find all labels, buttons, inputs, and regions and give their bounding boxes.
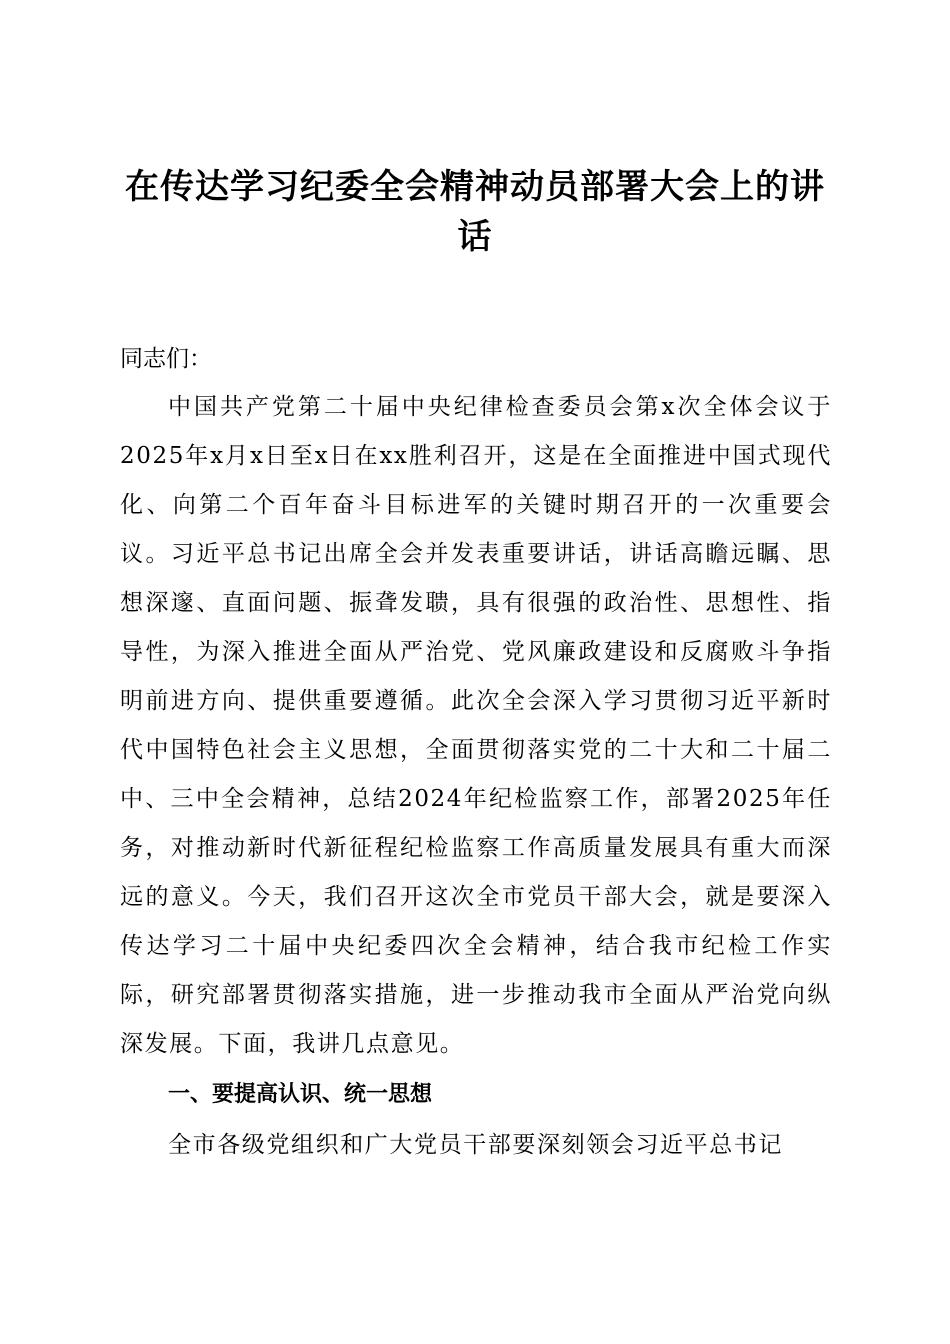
salutation: 同志们： <box>120 346 212 372</box>
document-title: 在传达学习纪委全会精神动员部署大会上的讲话 <box>125 167 825 257</box>
paragraph-section-1: 全市各级党组织和广大党员干部要深刻领会习近平总书记 <box>168 1132 783 1158</box>
paragraph-intro: 中国共产党第二十届中央纪律检查委员会第x次全体会议于2025年x月x日至x日在xx胜利召开，这是在全面推进中国式现代化、向第二个百年奋斗目标进军的关键时期召开的一次重要会议。习近平总书记出席全会并发表重要讲话，讲话高瞻远瞩、思想深邃、直面问题、振聋发聩，具有很强的政治性、思想性、指导性，为深入推进全面从严治党、党风廉政建设和反腐败斗争指明前进方向、提供重要遵循。此次全会深入学习贯彻习近平新时代中国特色社会主义思想，全面贯彻落实党的二十大和二十届二中、三中全会精神，总结2024年纪检监察工作，部署2025年任务，对推动新时代新征程纪检监察工作高质量发展具有重大而深远的意义。今天，我们召开这次全市党员干部大会，就是要深入传达学习二十届中央纪委四次全会精神，结合我市纪检工作实际，研究部署贯彻落实措施，进一步推动我市全面从严治党向纵深发展。下面，我讲几点意见。 <box>120 394 832 1057</box>
section-heading-1: 一、要提高认识、统一思想 <box>168 1082 433 1107</box>
document-body <box>120 335 832 1170</box>
